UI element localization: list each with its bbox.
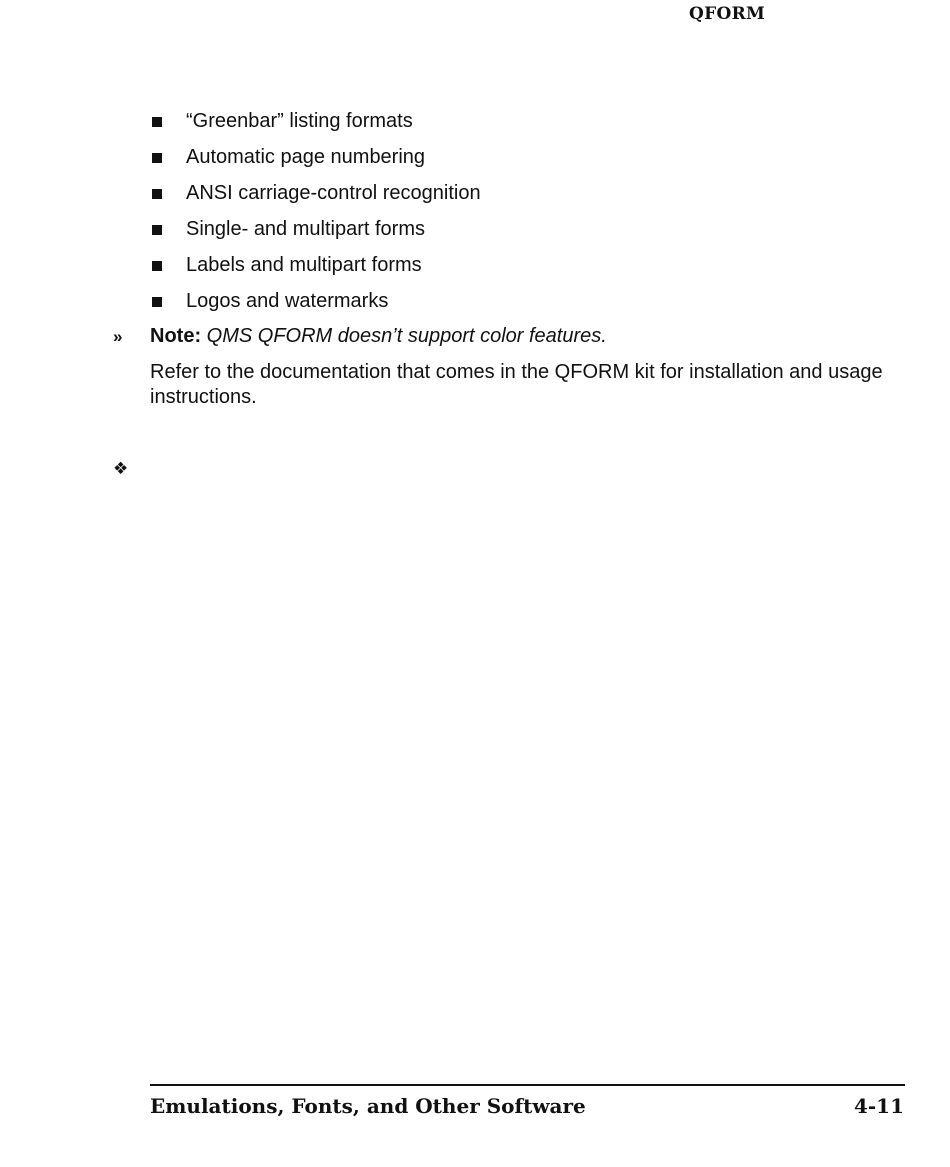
list-item-text: “Greenbar” listing formats [186, 110, 413, 132]
square-bullet-icon [152, 225, 162, 235]
square-bullet-icon [152, 189, 162, 199]
square-bullet-icon [152, 297, 162, 307]
square-bullet-icon [152, 117, 162, 127]
footer-title: Emulations, Fonts, and Other Software [150, 1094, 586, 1118]
list-item-text: Logos and watermarks [186, 290, 389, 312]
list-item-text: Single- and multipart forms [186, 218, 425, 240]
square-bullet-icon [152, 153, 162, 163]
square-bullet-icon [152, 261, 162, 271]
instructions-paragraph: Refer to the documentation that comes in the QFORM kit for installation and usage instructions. [150, 361, 883, 408]
list-item-text: ANSI carriage-control recognition [186, 182, 481, 204]
running-header: QFORM [689, 4, 766, 24]
note-text: QMS QFORM doesn’t support color features. [206, 325, 607, 347]
note-label: Note: [150, 325, 202, 347]
section-end-icon: ❖ [113, 459, 129, 479]
note [150, 323, 607, 349]
note-marker-icon: » [113, 327, 123, 346]
page-number: 4-11 [853, 1094, 904, 1118]
footer-divider [150, 1084, 905, 1086]
list-item-text: Automatic page numbering [186, 146, 426, 168]
list-item-text: Labels and multipart forms [186, 254, 422, 276]
